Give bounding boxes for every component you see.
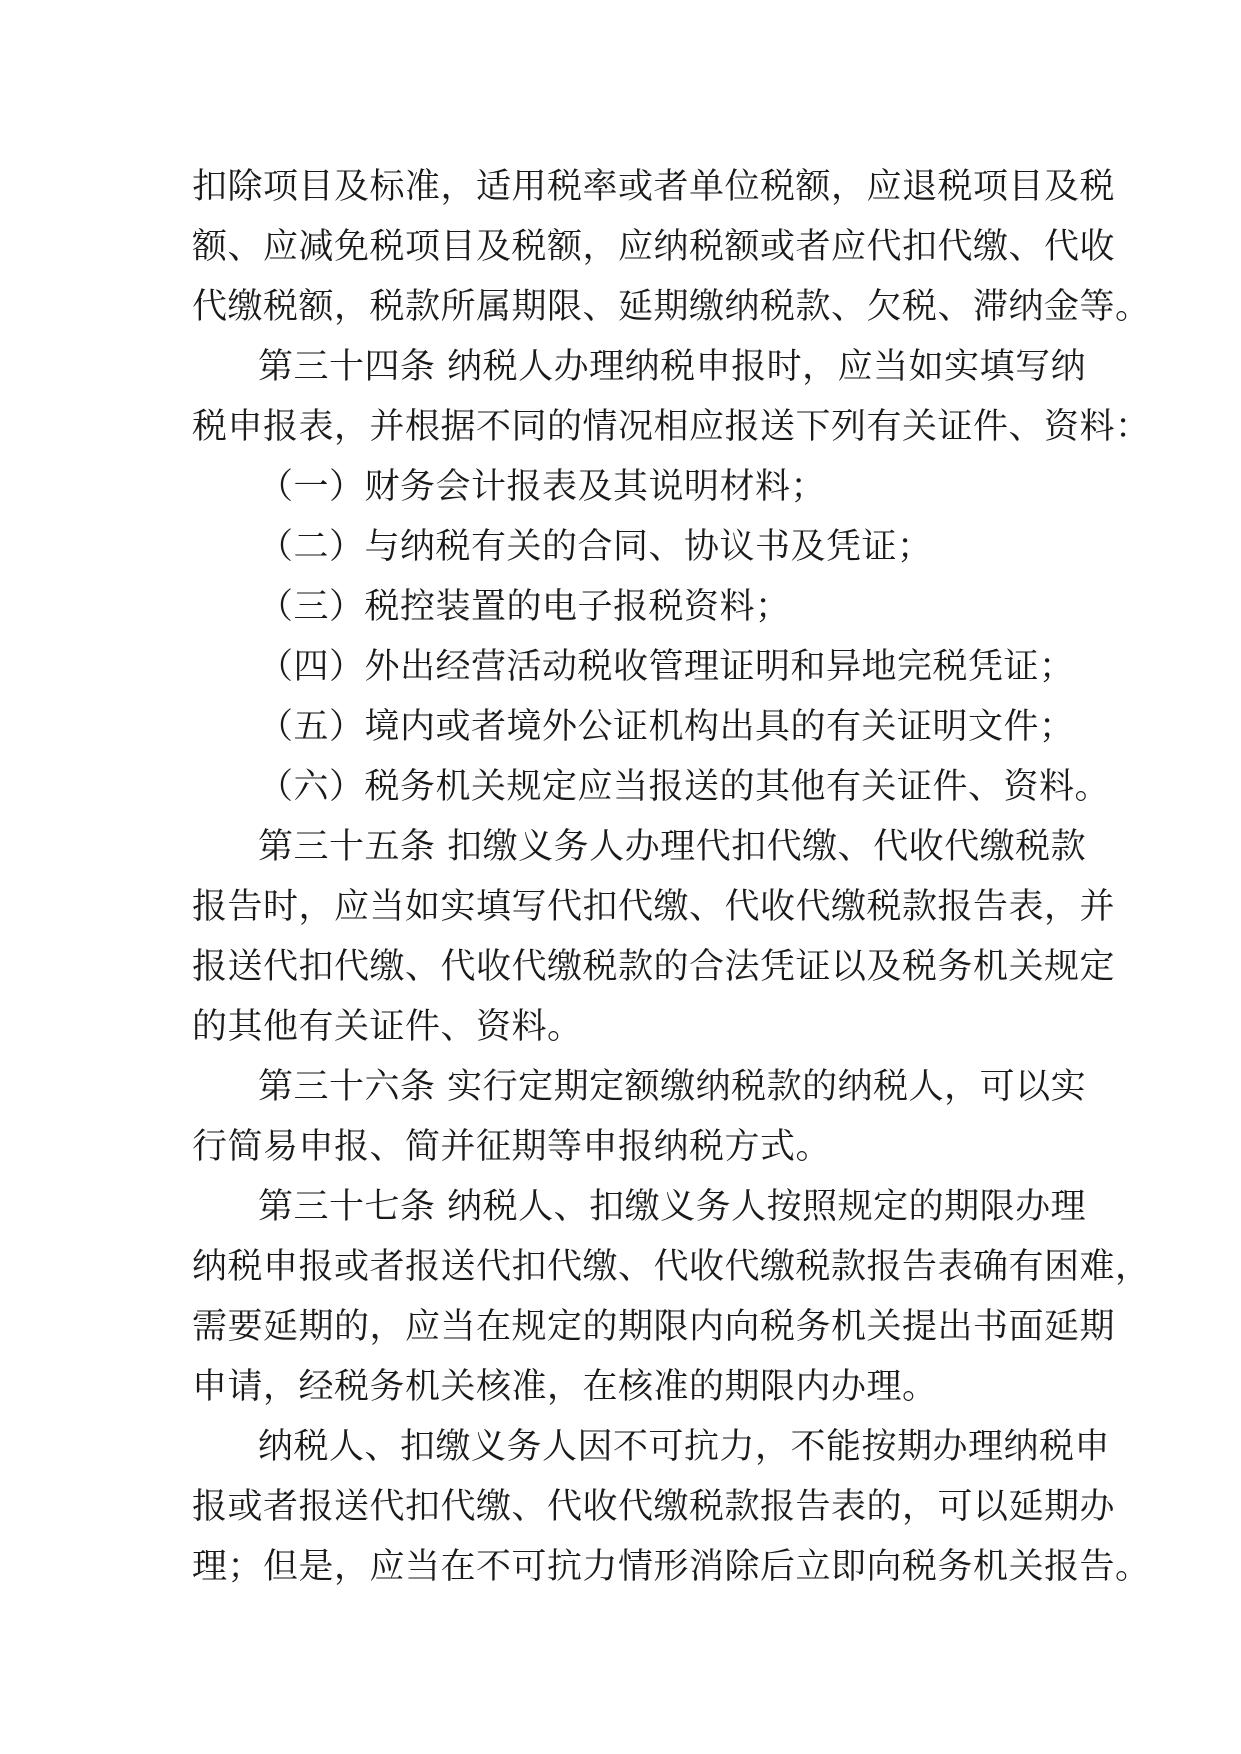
list-item: （五）境内或者境外公证机构出具的有关证明文件； <box>258 707 1075 747</box>
text-line: 理；但是，应当在不可抗力情形消除后立即向税务机关报告。 <box>192 1547 1151 1587</box>
text-line: 税申报表，并根据不同的情况相应报送下列有关证件、资料： <box>192 407 1151 447</box>
text-line: 代缴税额，税款所属期限、延期缴纳税款、欠税、滞纳金等。 <box>192 287 1151 327</box>
list-item: （二）与纳税有关的合同、协议书及凭证； <box>258 527 933 567</box>
paragraph-start-line: 纳税人、扣缴义务人因不可抗力，不能按期办理纳税申 <box>258 1427 1111 1467</box>
list-item: （四）外出经营活动税收管理证明和异地完税凭证； <box>258 647 1075 687</box>
article-35-heading-line: 第三十五条 扣缴义务人办理代扣代缴、代收代缴税款 <box>258 827 1087 867</box>
article-34-heading-line: 第三十四条 纳税人办理纳税申报时，应当如实填写纳 <box>258 347 1087 387</box>
text-line: 需要延期的，应当在规定的期限内向税务机关提出书面延期 <box>192 1307 1116 1347</box>
list-item: （六）税务机关规定应当报送的其他有关证件、资料。 <box>258 767 1111 807</box>
text-line: 申请，经税务机关核准，在核准的期限内办理。 <box>192 1367 938 1407</box>
list-item: （三）税控装置的电子报税资料； <box>258 587 791 627</box>
text-line: 报送代扣代缴、代收代缴税款的合法凭证以及税务机关规定 <box>192 947 1116 987</box>
text-line: 纳税申报或者报送代扣代缴、代收代缴税款报告表确有困难， <box>192 1247 1151 1287</box>
article-37-heading-line: 第三十七条 纳税人、扣缴义务人按照规定的期限办理 <box>258 1187 1087 1227</box>
text-line: 额、应减免税项目及税额，应纳税额或者应代扣代缴、代收 <box>192 227 1116 267</box>
article-36-heading-line: 第三十六条 实行定期定额缴纳税款的纳税人，可以实 <box>258 1067 1087 1107</box>
text-line: 行简易申报、简并征期等申报纳税方式。 <box>192 1127 832 1167</box>
text-line: 扣除项目及标准，适用税率或者单位税额，应退税项目及税 <box>192 167 1116 207</box>
list-item: （一）财务会计报表及其说明材料； <box>258 467 827 507</box>
text-line: 报或者报送代扣代缴、代收代缴税款报告表的，可以延期办 <box>192 1487 1116 1527</box>
text-line: 报告时，应当如实填写代扣代缴、代收代缴税款报告表，并 <box>192 887 1116 927</box>
text-line: 的其他有关证件、资料。 <box>192 1007 583 1047</box>
